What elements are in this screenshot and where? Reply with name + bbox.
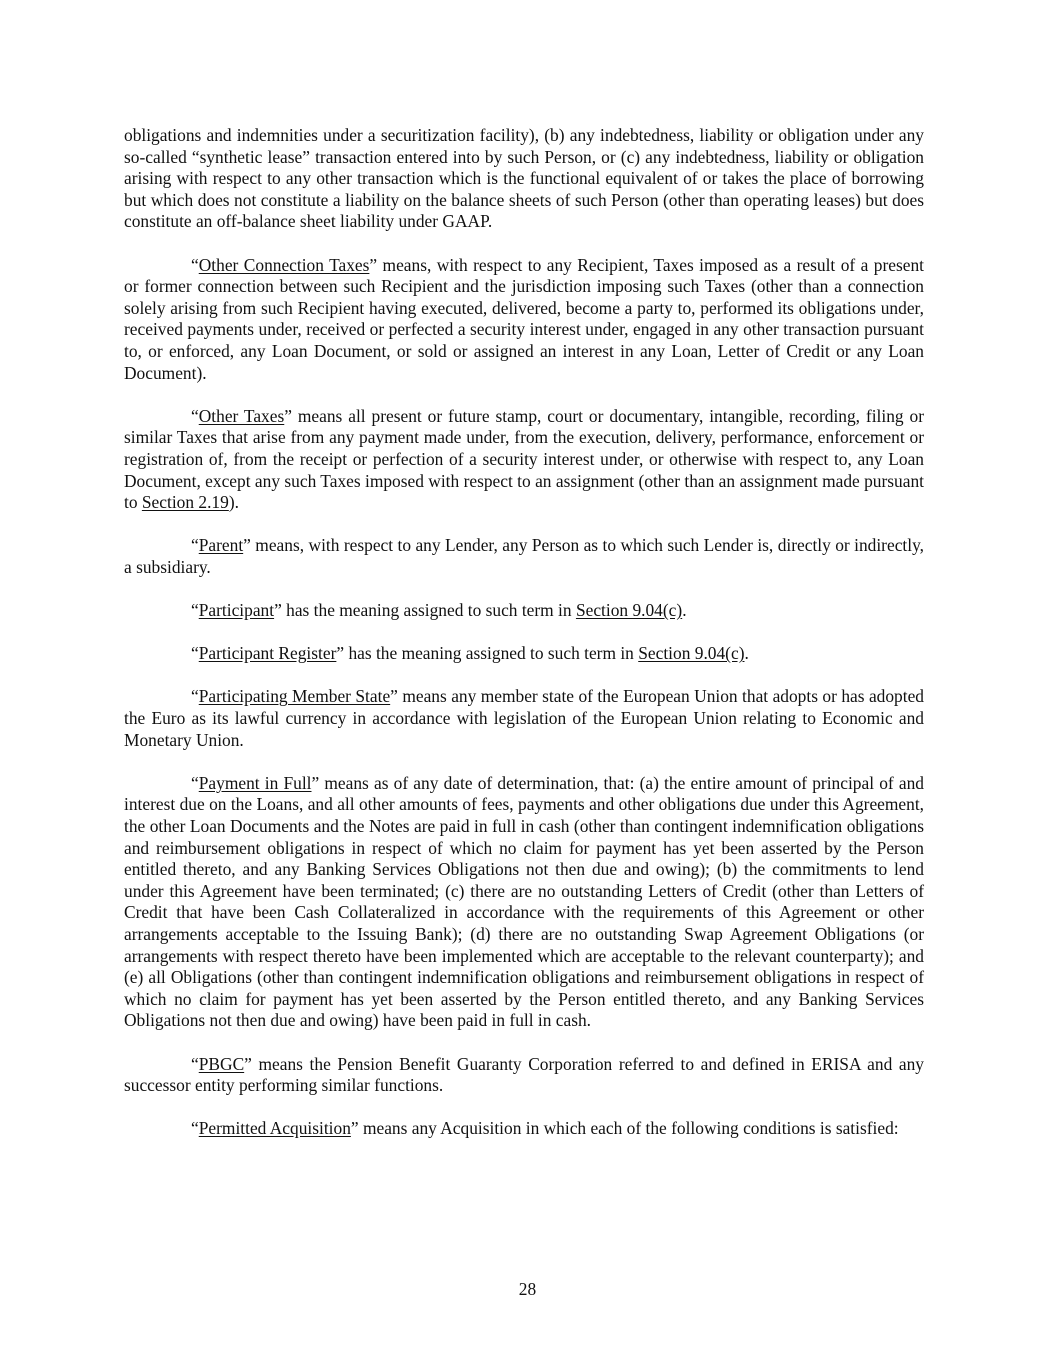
definition-participant-register: “Participant Register” has the meaning assigned to such term in Section 9.04(c). xyxy=(191,643,749,664)
continuation-paragraph xyxy=(124,125,924,233)
definition-text: ” means, with respect to any Recipient, Taxes imposed as a result of a present or former connection between such Recipient and the jurisdiction imposing such Taxes (other than a connection solely arising from such Recipient having executed, delivered, become a party to, performed its obligations under, received payments under, received or perfected a security interest under, engaged in any other transaction pursuant to, or enforced, any Loan Document, or sold or assigned an interest in any Loan, Letter of Credit or any Loan Document). xyxy=(124,254,925,383)
definition-participant: “Participant” has the meaning assigned to such term in Section 9.04(c). xyxy=(191,600,687,621)
defined-term: Other Connection Taxes xyxy=(198,254,370,275)
definition-text: ” has the meaning assigned to such term in xyxy=(336,643,639,664)
definition-text: ” means as of any date of determination, that: (a) the entire amount of principal of and interest due on the Loans, and all other amounts of fees, payments and other obligations due under this Agreement, the other Loan Documents and the Notes are paid in full in cash (other than contingent indemnification obligations and reimbursement obligations in respect of which no claim for payment has yet been asserted by the Person entitled thereto, and any Banking Services Obligations not then due and owing); (b) the commitments to lend under this Agreement have been terminated; (c) there are no outstanding Letters of Credit (other than Letters of Credit that have been Cash Collateralized in accordance with the requirements of this Agreement or other arrangements acceptable to the Issuing Bank); (d) there are no outstanding Swap Agreement Obligations (or arrangements with respect thereto have been implemented which are acceptable to the relevant counterparty); and (e) all Obligations (other than contingent indemnification obligations and reimbursement obligations in respect of which no claim for payment has yet been asserted by the Person entitled thereto, and any Banking Services Obligations not then due and owing) have been paid in full in cash. xyxy=(124,772,924,1031)
defined-term: Payment in Full xyxy=(198,772,312,793)
defined-term: PBGC xyxy=(198,1053,245,1074)
defined-term: Participant Register xyxy=(198,643,337,664)
definition-text: ” means any member state of the European Union that adopts or has adopted the Euro as its lawful currency in accordance with legislation of the European Union relating to Economic and Monetary Union. xyxy=(124,686,925,750)
definition-text: ” means any Acquisition in which each of the following conditions is satisfied: xyxy=(350,1118,899,1139)
definition-permitted-acquisition: “Permitted Acquisition” means any Acquisition in which each of the following conditions is satisfied: xyxy=(191,1118,899,1139)
defined-term: Participating Member State xyxy=(198,686,391,707)
definition-text: ” means, with respect to any Lender, any Person as to which such Lender is, directly or indirectly, a subsidiary. xyxy=(124,535,924,577)
page-number: 28 xyxy=(518,1279,537,1299)
definition-text: ” means all present or future stamp, court or documentary, intangible, recording, filing or similar Taxes that arise from any payment made under, from the execution, delivery, performance, enforcement or registration of, from the receipt or perfection of a security interest under, or otherwise with respect to, any Loan Document, except any such Taxes imposed with respect to an assignment (other than an assignment made pursuant to xyxy=(124,405,924,513)
section-reference: Section 9.04(c) xyxy=(638,643,745,664)
document-page xyxy=(124,125,924,1162)
definition-text: ” means the Pension Benefit Guaranty Corporation referred to and defined in ERISA and any successor entity performing similar functions. xyxy=(124,1053,924,1096)
defined-term: Other Taxes xyxy=(198,405,285,426)
defined-term: Parent xyxy=(198,535,244,556)
definition-tail: ). xyxy=(228,492,239,513)
section-reference: Section 9.04(c) xyxy=(575,600,683,621)
definition-payment-in-full: “Payment in Full” means as of any date of determination, that: (a) the entire amount of principal of and interest due on the Loans, and all other amounts of fees, payments and other obligations due under this Agreement, the other Loan Documents and the Notes are paid in full in cash (other than contingent indemnification obligations and reimbursement obligations in respect of which no claim for payment has yet been asserted by the Person entitled thereto, and any Banking Services Obligations not then due and owing); (b) the commitments to lend under this Agreement have been terminated; (c) there are no outstanding Letters of Credit (other than Letters of Credit that have been Cash Collateralized in accordance with the requirements of this Agreement or other arrangements acceptable to the Issuing Bank); (d) there are no outstanding Swap Agreement Obligations (or arrangements with respect thereto have been implemented which are acceptable to the relevant counterparty); and (e) all Obligations (other than contingent indemnification obligations and reimbursement obligations in respect of which no claim for payment has yet been asserted by the Person entitled thereto, and any Banking Services Obligations not then due and owing) have been paid in full in cash. xyxy=(124,772,924,1031)
definition-pbgc: “PBGC” means the Pension Benefit Guaranty Corporation referred to and defined in ERISA and any successor entity performing similar functions. xyxy=(124,1053,924,1096)
defined-term: Participant xyxy=(198,600,275,621)
definition-participating-member-state: “Participating Member State” means any member state of the European Union that adopts or has adopted the Euro as its lawful currency in accordance with legislation of the European Union relating to Economic and Monetary Union. xyxy=(124,686,925,750)
defined-term: Permitted Acquisition xyxy=(198,1118,351,1139)
definition-text: ” has the meaning assigned to such term in xyxy=(274,600,576,621)
definition-tail: . xyxy=(682,600,687,621)
section-reference: Section 2.19 xyxy=(141,492,229,513)
definition-other-connection-taxes: “Other Connection Taxes” means, with respect to any Recipient, Taxes imposed as a result of a present or former connection between such Recipient and the jurisdiction imposing such Taxes (other than a connection solely arising from such Recipient having executed, delivered, become a party to, performed its obligations under, received payments under, received or perfected a security interest under, engaged in any other transaction pursuant to, or enforced, any Loan Document, or sold or assigned an interest in any Loan, Letter of Credit or any Loan Document). xyxy=(124,254,925,383)
continuation-text: obligations and indemnities under a securitization facility), (b) any indebtedness, liability or obligation under any so-called “synthetic lease” transaction entered into by such Person, or (c) any indebtedness, liability or obligation arising with respect to any other transaction which is the functional equivalent of or takes the place of borrowing but which does not constitute a liability on the balance sheets of such Person (other than operating leases) but does constitute an off-balance sheet liability under GAAP. xyxy=(124,125,924,232)
definition-tail: . xyxy=(744,643,749,664)
definition-other-taxes: “Other Taxes” means all present or future stamp, court or documentary, intangible, recording, filing or similar Taxes that arise from any payment made under, from the execution, delivery, performance, enforcement or registration of, from the receipt or perfection of a security interest under, or otherwise with respect to, any Loan Document, except any such Taxes imposed with respect to an assignment (other than an assignment made pursuant to Section 2.19). xyxy=(124,405,924,513)
definition-parent: “Parent” means, with respect to any Lender, any Person as to which such Lender is, directly or indirectly, a subsidiary. xyxy=(124,535,924,577)
